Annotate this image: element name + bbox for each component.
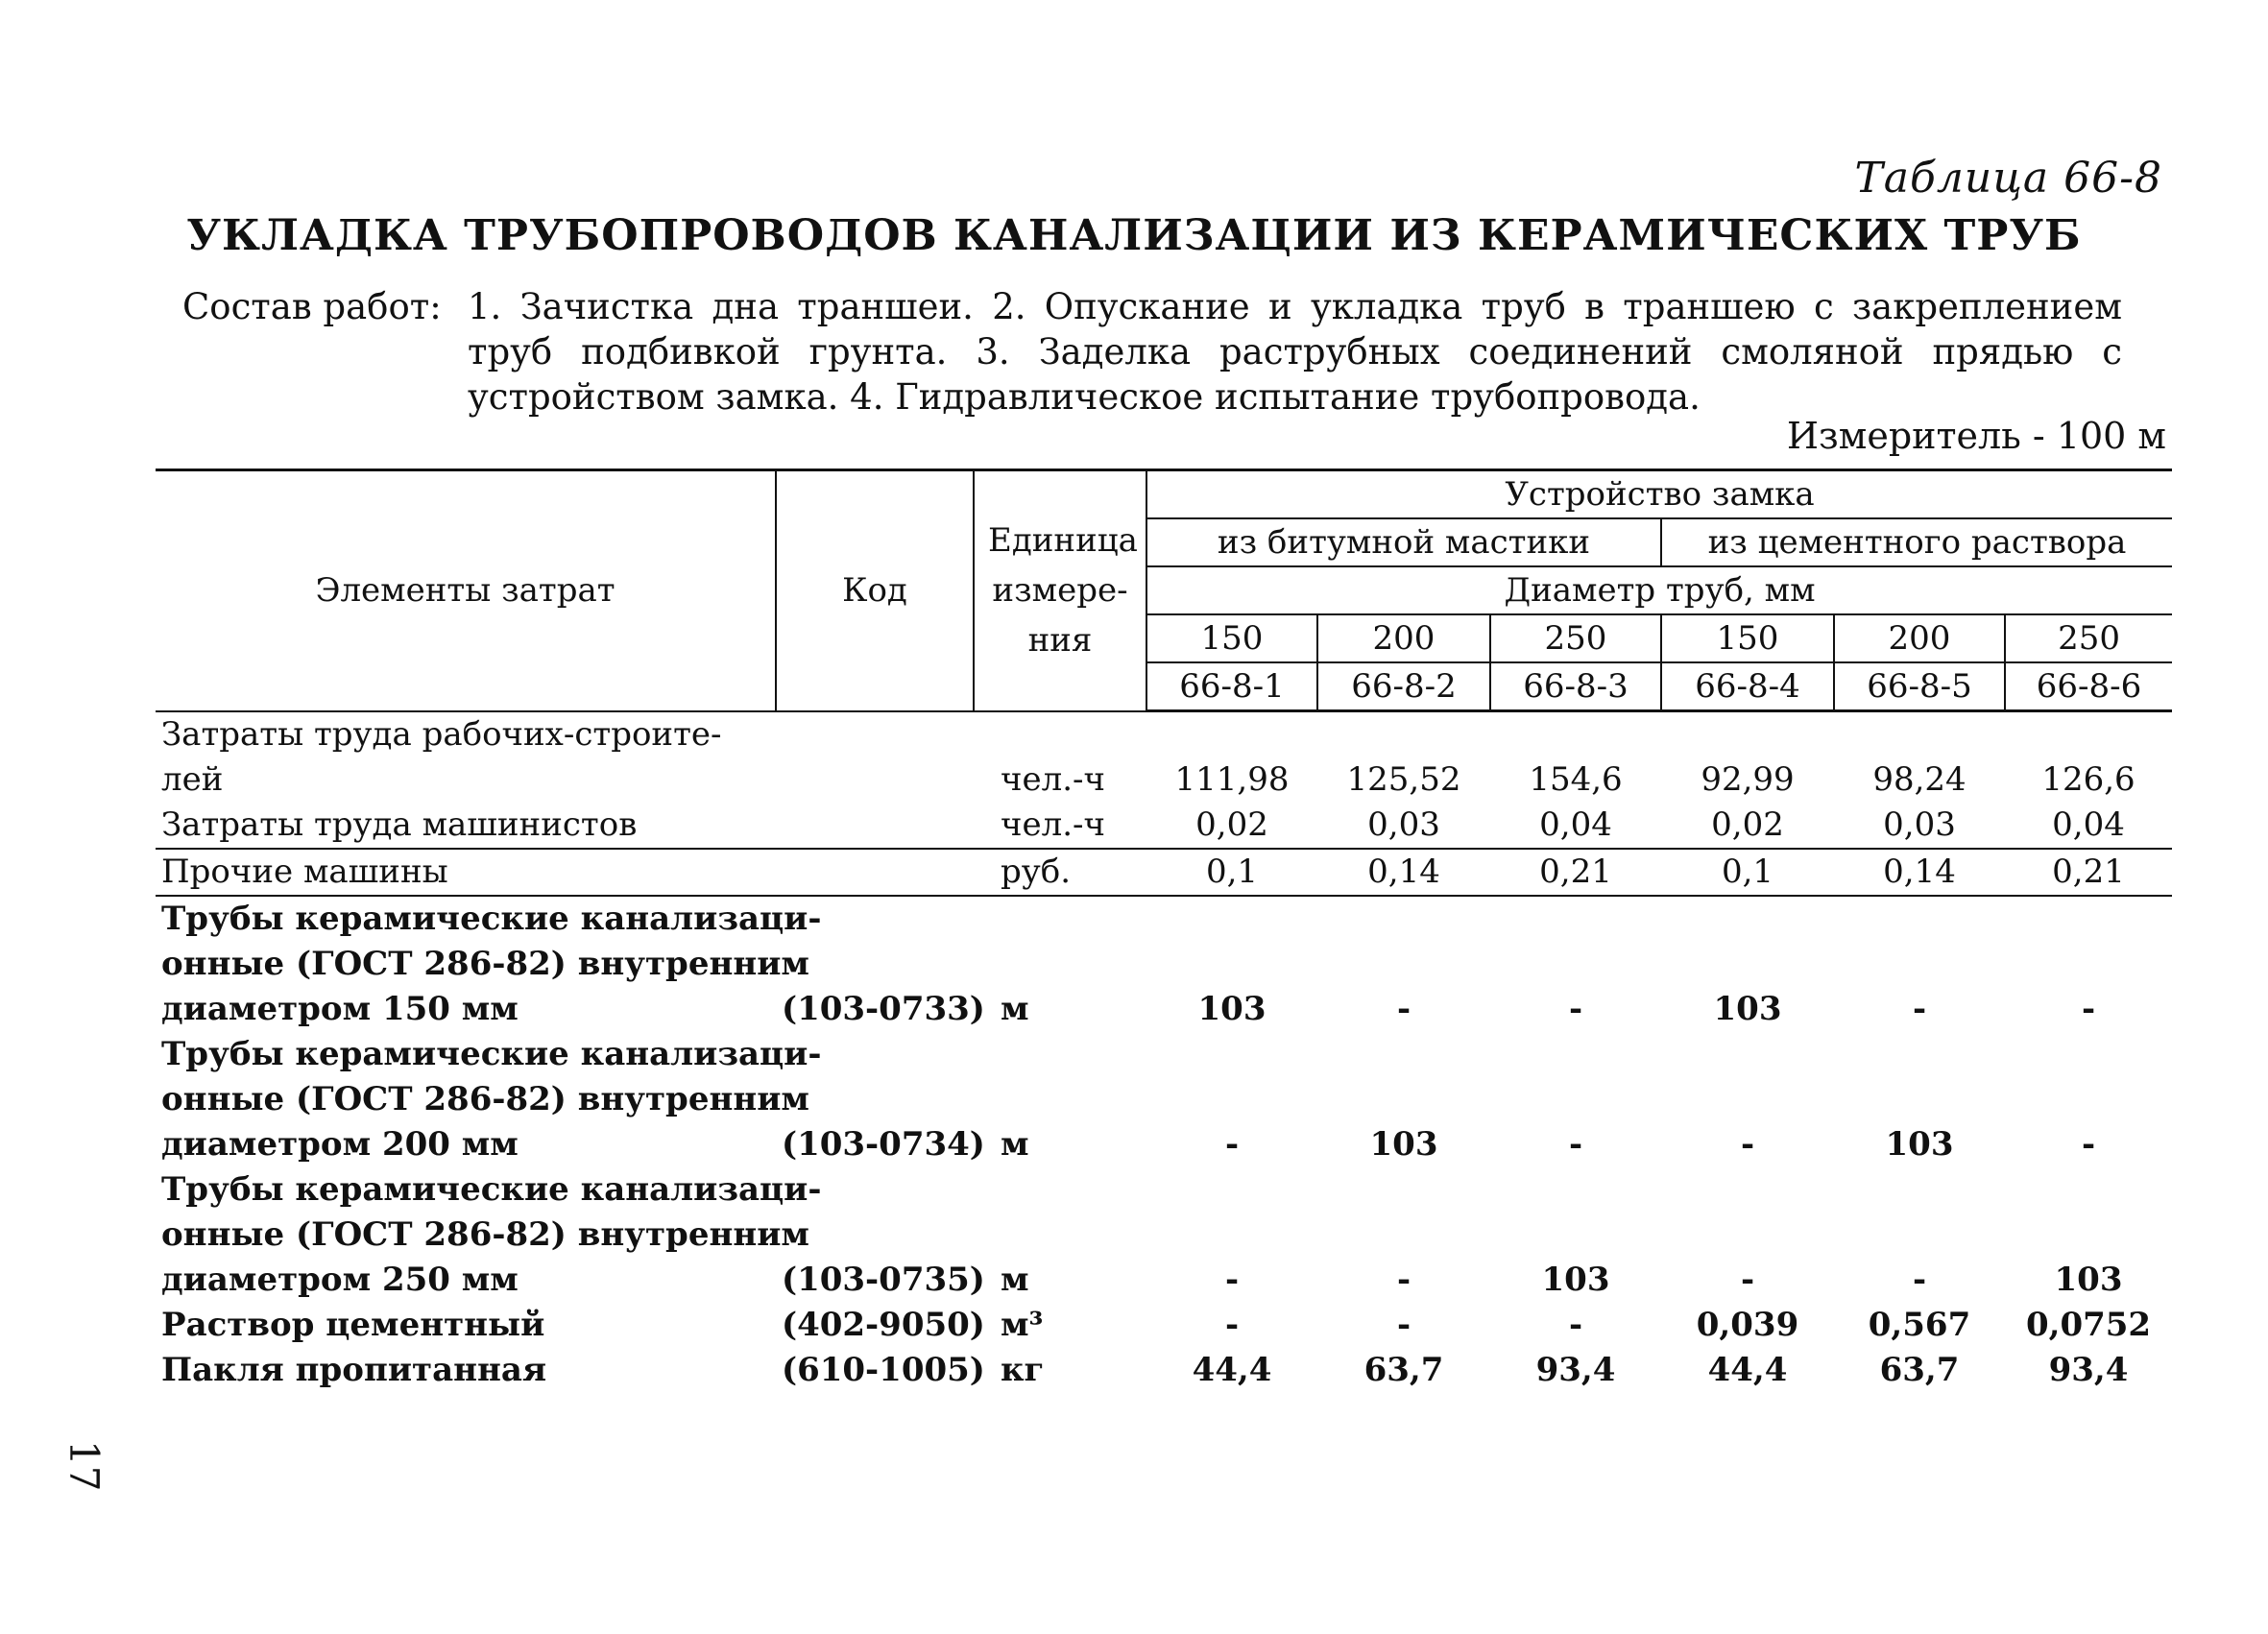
table-number: Таблица 66-8 — [1854, 154, 2162, 203]
row-value — [1661, 1167, 1834, 1213]
header-code: Код — [776, 470, 974, 711]
row-unit — [974, 1077, 1146, 1122]
row-value — [2005, 1167, 2172, 1213]
row-value — [1317, 1213, 1490, 1258]
header-diameter-1: 150 — [1146, 614, 1317, 662]
row-value — [2005, 896, 2172, 942]
row-value: 0,21 — [2005, 849, 2172, 896]
row-value: 103 — [1369, 1125, 1438, 1164]
row-value: 0,02 — [1661, 803, 1834, 849]
row-value — [1146, 942, 1317, 987]
row-value: 93,4 — [2048, 1351, 2129, 1389]
row-value — [1834, 1032, 2005, 1077]
table-row — [156, 1348, 2172, 1393]
table-header — [156, 470, 2172, 711]
header-elements: Элементы затрат — [156, 470, 776, 711]
row-value — [2005, 1032, 2172, 1077]
row-value: 103 — [1197, 990, 1267, 1028]
row-value: - — [1568, 990, 1583, 1028]
row-value: - — [1396, 1261, 1411, 1299]
table-row — [156, 711, 2172, 758]
table-row — [156, 1122, 2172, 1167]
row-resource-code — [776, 849, 974, 896]
row-value: - — [1740, 1125, 1755, 1164]
row-value — [1834, 896, 2005, 942]
row-resource-code — [776, 711, 974, 758]
row-value — [1490, 1213, 1661, 1258]
row-value: 0,14 — [1317, 849, 1490, 896]
row-value: 103 — [2054, 1261, 2123, 1299]
row-unit — [974, 1213, 1146, 1258]
row-name-line: Пакля пропитанная — [161, 1351, 547, 1389]
row-value: - — [1224, 1306, 1240, 1344]
table-row — [156, 803, 2172, 849]
row-value: 44,4 — [1707, 1351, 1788, 1389]
row-value: 0,04 — [1490, 803, 1661, 849]
table-row — [156, 1303, 2172, 1348]
norms-table — [156, 469, 2172, 1393]
row-name-line: диаметром 150 мм — [161, 990, 519, 1028]
row-value: 0,1 — [1661, 849, 1834, 896]
row-unit — [974, 942, 1146, 987]
row-value — [2005, 942, 2172, 987]
row-value — [1146, 896, 1317, 942]
row-value — [1834, 1077, 2005, 1122]
page-title: УКЛАДКА ТРУБОПРОВОДОВ КАНАЛИЗАЦИИ ИЗ КЕРАМИЧЕСКИХ ТРУБ — [186, 211, 2082, 260]
row-name-line: онные (ГОСТ 286-82) внутренним — [161, 945, 809, 983]
row-value: 0,02 — [1146, 803, 1317, 849]
header-norm-code-5: 66-8-5 — [1834, 662, 2005, 711]
row-value: - — [1224, 1125, 1240, 1164]
row-unit: чел.-ч — [1001, 760, 1105, 799]
row-name-line: диаметром 250 мм — [161, 1261, 519, 1299]
row-resource-code — [776, 803, 974, 849]
table-row — [156, 1077, 2172, 1122]
row-value: - — [1396, 1306, 1411, 1344]
header-norm-code-3: 66-8-3 — [1490, 662, 1661, 711]
row-value: 98,24 — [1872, 760, 1966, 799]
row-value: 0,03 — [1317, 803, 1490, 849]
row-value — [1146, 1213, 1317, 1258]
row-value — [1317, 896, 1490, 942]
header-diameter-2: 200 — [1317, 614, 1490, 662]
row-value — [1317, 1032, 1490, 1077]
row-value: 63,7 — [1879, 1351, 1960, 1389]
row-unit: м³ — [1001, 1306, 1044, 1344]
row-name-line: Прочие машины — [156, 849, 776, 896]
row-name-line: лей — [161, 760, 224, 799]
row-value: 92,99 — [1701, 760, 1795, 799]
row-value: 93,4 — [1535, 1351, 1616, 1389]
row-value — [1317, 942, 1490, 987]
row-value: - — [2081, 1125, 2096, 1164]
row-name-line: диаметром 200 мм — [161, 1125, 519, 1164]
table-row — [156, 1032, 2172, 1077]
row-unit: руб. — [974, 849, 1146, 896]
header-lock: Устройство замка — [1146, 470, 2172, 519]
row-resource-code — [776, 757, 974, 803]
row-value — [1661, 896, 1834, 942]
row-value: 0,0752 — [2025, 1306, 2152, 1344]
row-value — [1834, 1167, 2005, 1213]
row-unit — [974, 1032, 1146, 1077]
row-value — [1317, 711, 1490, 758]
row-value — [1317, 1167, 1490, 1213]
row-value — [1834, 1213, 2005, 1258]
header-diameter-4: 150 — [1661, 614, 1834, 662]
row-value — [1146, 1077, 1317, 1122]
row-name-line: Трубы керамические канализаци- — [161, 900, 822, 938]
row-value — [1490, 896, 1661, 942]
row-value — [1661, 1032, 1834, 1077]
row-value: - — [1568, 1125, 1583, 1164]
header-norm-code-1: 66-8-1 — [1146, 662, 1317, 711]
table-row — [156, 1167, 2172, 1213]
row-value — [1146, 711, 1317, 758]
table-row — [156, 1258, 2172, 1303]
header-diameter-5: 200 — [1834, 614, 2005, 662]
row-value — [1661, 711, 1834, 758]
row-value: - — [1912, 1261, 1927, 1299]
row-value: 125,52 — [1346, 760, 1461, 799]
table-row — [156, 987, 2172, 1032]
row-value: 0,03 — [1834, 803, 2005, 849]
row-unit: чел.-ч — [974, 803, 1146, 849]
header-lock-cement: из цементного раствора — [1661, 518, 2172, 566]
row-value — [1146, 1032, 1317, 1077]
header-diameter: Диаметр труб, мм — [1146, 566, 2172, 614]
row-value: 0,1 — [1146, 849, 1317, 896]
table-row — [156, 1213, 2172, 1258]
row-value: - — [1224, 1261, 1240, 1299]
header-diameter-6: 250 — [2005, 614, 2172, 662]
row-value — [1661, 1213, 1834, 1258]
header-unit — [974, 470, 1146, 711]
row-value: 44,4 — [1192, 1351, 1272, 1389]
row-value: 154,6 — [1529, 760, 1623, 799]
measure-unit: Измеритель - 100 м — [1786, 415, 2166, 457]
row-name-line: Трубы керамические канализаци- — [161, 1170, 822, 1209]
row-resource-code: (103-0734) — [782, 1125, 985, 1164]
row-unit: м — [1001, 1261, 1029, 1299]
row-value: - — [1912, 990, 1927, 1028]
row-value: 126,6 — [2041, 760, 2135, 799]
composition-label: Состав работ: — [182, 286, 442, 327]
table-row — [156, 849, 2172, 896]
header-diameter-3: 250 — [1490, 614, 1661, 662]
row-value: - — [1568, 1306, 1583, 1344]
header-unit-text: Единица измере-ния — [988, 521, 1138, 661]
header-lock-bitumen: из битумной мастики — [1146, 518, 1661, 566]
row-name-line: Раствор цементный — [161, 1306, 545, 1344]
row-value: - — [1396, 990, 1411, 1028]
row-value — [1490, 942, 1661, 987]
row-unit — [974, 896, 1146, 942]
row-value: 63,7 — [1363, 1351, 1444, 1389]
row-resource-code: (610-1005) — [782, 1351, 985, 1389]
work-composition — [182, 284, 2122, 420]
row-unit: кг — [1001, 1351, 1045, 1389]
row-name-line: Трубы керамические канализаци- — [161, 1035, 822, 1073]
row-name-line: Затраты труда рабочих-строите- — [161, 714, 722, 754]
row-value: 0,567 — [1868, 1306, 1971, 1344]
row-name-line: онные (ГОСТ 286-82) внутренним — [161, 1215, 809, 1254]
header-norm-code-4: 66-8-4 — [1661, 662, 1834, 711]
row-value — [2005, 711, 2172, 758]
row-value — [1490, 711, 1661, 758]
row-name-line: онные (ГОСТ 286-82) внутренним — [161, 1080, 809, 1118]
header-norm-code-6: 66-8-6 — [2005, 662, 2172, 711]
row-value — [1490, 1077, 1661, 1122]
table-row — [156, 757, 2172, 803]
row-resource-code: (402-9050) — [782, 1306, 985, 1344]
row-value — [2005, 1077, 2172, 1122]
row-unit: м — [1001, 1125, 1029, 1164]
row-value — [1317, 1077, 1490, 1122]
row-value: - — [1740, 1261, 1755, 1299]
row-value: 0,039 — [1696, 1306, 1799, 1344]
row-unit — [974, 1167, 1146, 1213]
row-unit: м — [1001, 990, 1029, 1028]
row-value: 111,98 — [1174, 760, 1290, 799]
composition-text: 1. Зачистка дна траншеи. 2. Опускание и укладка труб в траншею с закреплением труб подбивкой грунта. 3. Заделка раструбных соединений смоляной прядью с устройством замка. 4. Гидравлическое испытание трубопровода. — [468, 286, 2122, 418]
row-value: 103 — [1713, 990, 1782, 1028]
row-value — [1834, 942, 2005, 987]
row-value — [1146, 1167, 1317, 1213]
row-value — [1661, 1077, 1834, 1122]
row-resource-code: (103-0733) — [782, 990, 985, 1028]
row-value: 0,04 — [2005, 803, 2172, 849]
row-value: - — [2081, 990, 2096, 1028]
row-value: 103 — [1541, 1261, 1610, 1299]
row-value — [1661, 942, 1834, 987]
row-value — [1834, 711, 2005, 758]
page-number: 17 — [60, 1440, 108, 1492]
header-norm-code-2: 66-8-2 — [1317, 662, 1490, 711]
row-name-line: Затраты труда машинистов — [156, 803, 776, 849]
row-value: 0,14 — [1834, 849, 2005, 896]
table-body — [156, 711, 2172, 1394]
row-value: 0,21 — [1490, 849, 1661, 896]
row-unit — [974, 711, 1146, 758]
row-value — [1490, 1032, 1661, 1077]
table-row — [156, 896, 2172, 942]
row-resource-code: (103-0735) — [782, 1261, 985, 1299]
table-row — [156, 942, 2172, 987]
row-value — [2005, 1213, 2172, 1258]
row-value — [1490, 1167, 1661, 1213]
row-value: 103 — [1885, 1125, 1954, 1164]
